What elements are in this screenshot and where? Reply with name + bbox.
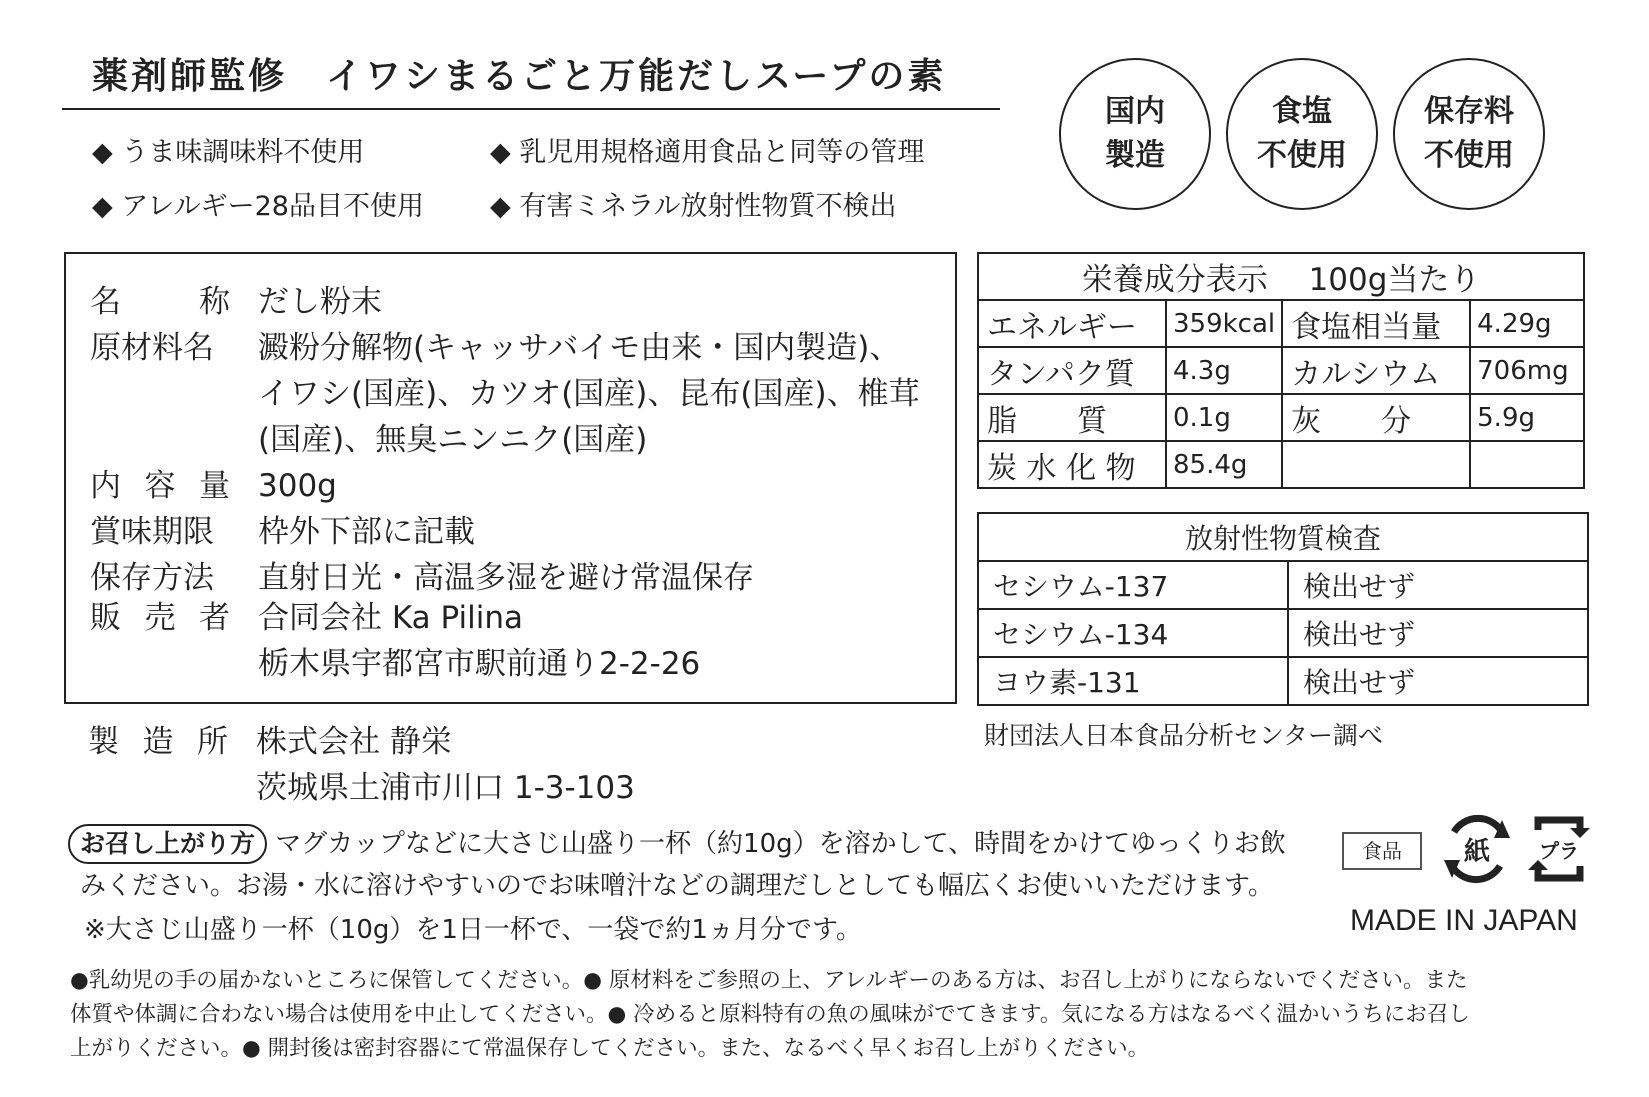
- nutrient-label: 炭 水 化 物: [978, 441, 1166, 488]
- made-in-label: MADE IN JAPAN: [1350, 904, 1578, 937]
- badge-line: 国内: [1105, 94, 1165, 129]
- svg-text:紙: 紙: [1463, 837, 1491, 867]
- howto-label: お召し上がり方: [68, 824, 267, 864]
- nutrient-value: [1470, 441, 1584, 488]
- content-value: 300g: [258, 468, 337, 504]
- maker-label: 製 造 所: [88, 724, 228, 760]
- badge-line: 製造: [1105, 138, 1165, 173]
- table-row: [978, 609, 1588, 657]
- nutrient-value: 4.29g: [1470, 300, 1584, 347]
- nutrient-label: 灰 分: [1282, 394, 1470, 441]
- nutrient-label: タンパク質: [978, 347, 1166, 394]
- nutrient-label: カルシウム: [1282, 347, 1470, 394]
- badge-no-salt: [1226, 58, 1378, 210]
- table-row: [978, 394, 1584, 441]
- howto-note: ※大さじ山盛り一杯（10g）を1日一杯で、一袋で約1ヵ月分です。: [84, 915, 862, 945]
- test-result: 検出せず: [1288, 561, 1588, 609]
- radiation-table: [977, 512, 1589, 706]
- badge-domestic: [1059, 58, 1211, 210]
- warnings: [70, 964, 1610, 1066]
- badge-line: 食塩: [1272, 94, 1332, 129]
- badge-line: 不使用: [1257, 138, 1347, 173]
- nutrient-label: [1282, 441, 1470, 488]
- expiry-label: 賞味期限: [90, 514, 214, 550]
- table-row: [978, 441, 1584, 488]
- badge-line: 不使用: [1424, 138, 1514, 173]
- svg-text:プラ: プラ: [1539, 839, 1579, 863]
- test-result: 検出せず: [1288, 609, 1588, 657]
- seller-address: 栃木県宇都宮市駅前通り2-2-26: [258, 646, 701, 682]
- nutrient-value: 5.9g: [1470, 394, 1584, 441]
- radiation-header: 放射性物質検査: [978, 513, 1588, 561]
- badge-no-preservative: [1393, 58, 1545, 210]
- howto-line: みください。お湯・水に溶けやすいのでお味噌汁などの調理だしとしても幅広くお使いいただけます。: [80, 871, 1274, 901]
- nutrient-value: 0.1g: [1166, 394, 1282, 441]
- feature-item: ◆ 有害ミネラル放射性物質不検出: [490, 191, 897, 222]
- feature-item: ◆ うま味調味料不使用: [92, 137, 365, 168]
- maker-address: 茨城県土浦市川口 1-3-103: [256, 770, 635, 806]
- nutrient-value: 706mg: [1470, 347, 1584, 394]
- test-result: 検出せず: [1288, 657, 1588, 705]
- product-info-box: [64, 252, 957, 704]
- feature-item: ◆ アレルギー28品目不使用: [92, 191, 424, 222]
- name-label: 名 称: [90, 284, 230, 320]
- seller-name: 合同会社 Ka Pilina: [258, 600, 523, 636]
- ingredients-line: イワシ(国産)、カツオ(国産)、昆布(国産)、椎茸: [258, 376, 920, 412]
- nutrient-label: エネルギー: [978, 300, 1166, 347]
- name-value: だし粉末: [258, 284, 382, 320]
- badge-line: 保存料: [1424, 94, 1514, 129]
- warning-line: 体質や体調に合わない場合は使用を中止してください。● 冷めると原料特有の魚の風味がでてきます。気になる方はなるべく温かいうちにお召し: [70, 1002, 1470, 1027]
- howto-text: マグカップなどに大さじ山盛り一杯（約10g）を溶かして、時間をかけてゆっくりお飲: [275, 829, 1286, 859]
- table-row: [978, 300, 1584, 347]
- nutrient-value: 359kcal: [1166, 300, 1282, 347]
- table-row: [978, 657, 1588, 705]
- title-underline: [62, 108, 1000, 110]
- seller-label: 販 売 者: [90, 600, 230, 636]
- nutrient-label: 食塩相当量: [1282, 300, 1470, 347]
- paper-recycle-icon: [1440, 810, 1514, 888]
- table-row: [978, 561, 1588, 609]
- nutrient-value: 4.3g: [1166, 347, 1282, 394]
- table-row: [978, 347, 1584, 394]
- product-title: 薬剤師監修 イワシまるごと万能だしスープの素: [92, 56, 947, 97]
- feature-item: ◆ 乳児用規格適用食品と同等の管理: [490, 137, 925, 168]
- storage-value: 直射日光・高温多湿を避け常温保存: [258, 560, 754, 596]
- content-label: 内 容 量: [90, 468, 230, 504]
- ingredients-label: 原材料名: [90, 330, 214, 366]
- warning-line: 上がりください。● 開封後は密封容器にて常温保存してください。また、なるべく早くお召し上がりください。: [70, 1036, 1150, 1061]
- nutrition-table: [977, 252, 1585, 489]
- expiry-value: 枠外下部に記載: [258, 514, 475, 550]
- isotope-name: セシウム-137: [978, 561, 1288, 609]
- nutrient-value: 85.4g: [1166, 441, 1282, 488]
- maker-name: 株式会社 静栄: [256, 724, 452, 760]
- nutrition-header: 栄養成分表示 100g当たり: [978, 253, 1584, 300]
- isotope-name: ヨウ素-131: [978, 657, 1288, 705]
- howto-line: [68, 824, 1286, 864]
- isotope-name: セシウム-134: [978, 609, 1288, 657]
- ingredients-line: 澱粉分解物(キャッサバイモ由来・国内製造)、: [258, 330, 901, 366]
- warning-line: ●乳幼児の手の届かないところに保管してください。● 原材料をご参照の上、アレルギーのある方は、お召し上がりにならないでください。また: [70, 968, 1468, 993]
- storage-label: 保存方法: [90, 560, 214, 596]
- nutrient-label: 脂 質: [978, 394, 1166, 441]
- plastic-recycle-icon: [1522, 810, 1596, 888]
- ingredients-line: (国産)、無臭ニンニク(国産): [258, 422, 648, 458]
- food-label-box: 食品: [1342, 832, 1422, 870]
- test-source: 財団法人日本食品分析センター調べ: [984, 721, 1384, 750]
